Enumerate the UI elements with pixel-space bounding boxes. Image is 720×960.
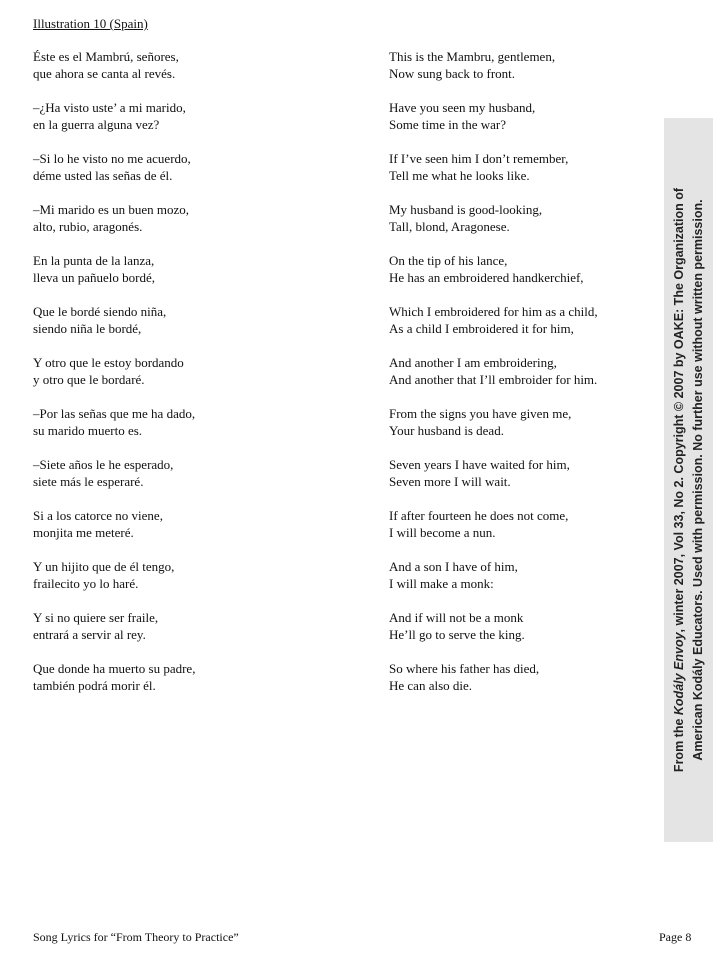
english-line: Tall, blond, Aragonese.	[389, 219, 510, 234]
english-stanza	[389, 201, 649, 235]
english-line: So where his father has died,	[389, 661, 540, 676]
spanish-line: Éste es el Mambrú, señores,	[33, 49, 179, 64]
english-line: On the tip of his lance,	[389, 253, 508, 268]
spanish-line: En la punta de la lanza,	[33, 253, 155, 268]
english-line: As a child I embroidered it for him,	[389, 321, 574, 336]
english-stanza	[389, 150, 649, 184]
english-stanza	[389, 48, 649, 82]
english-line: And another that I’ll embroider for him.	[389, 372, 598, 387]
english-stanza	[389, 354, 649, 388]
spanish-stanza	[33, 558, 353, 592]
spanish-line: Que le bordé siendo niña,	[33, 304, 167, 319]
spanish-line: lleva un pañuelo bordé,	[33, 270, 156, 285]
english-stanza	[389, 405, 649, 439]
spanish-line: –Por las señas que me ha dado,	[33, 406, 196, 421]
spanish-line: y otro que le bordaré.	[33, 372, 145, 387]
english-lyrics	[389, 48, 649, 711]
english-stanza	[389, 456, 649, 490]
english-line: Your husband is dead.	[389, 423, 504, 438]
english-line: My husband is good-looking,	[389, 202, 543, 217]
spanish-line: déme usted las señas de él.	[33, 168, 173, 183]
english-stanza	[389, 558, 649, 592]
english-stanza	[389, 303, 649, 337]
english-line: And a son I have of him,	[389, 559, 518, 574]
spanish-stanza	[33, 507, 353, 541]
english-line: I will make a monk:	[389, 576, 494, 591]
english-stanza	[389, 507, 649, 541]
english-stanza	[389, 660, 649, 694]
english-line: If after fourteen he does not come,	[389, 508, 569, 523]
spanish-line: –¿Ha visto uste’ a mi marido,	[33, 100, 186, 115]
english-line: Seven more I will wait.	[389, 474, 511, 489]
english-stanza	[389, 252, 649, 286]
spanish-line: Que donde ha muerto su padre,	[33, 661, 196, 676]
spanish-line: siendo niña le bordé,	[33, 321, 142, 336]
spanish-stanza	[33, 456, 353, 490]
spanish-line: su marido muerto es.	[33, 423, 143, 438]
spanish-line: –Si lo he visto no me acuerdo,	[33, 151, 191, 166]
english-line: From the signs you have given me,	[389, 406, 572, 421]
spanish-stanza	[33, 609, 353, 643]
spanish-line: Y si no quiere ser fraile,	[33, 610, 159, 625]
copyright-sidebar	[664, 118, 713, 842]
spanish-stanza	[33, 303, 353, 337]
page-number: Page 8	[659, 930, 692, 944]
spanish-line: Y un hijito que de él tengo,	[33, 559, 175, 574]
spanish-stanza	[33, 252, 353, 286]
english-line: He can also die.	[389, 678, 473, 693]
english-line: Seven years I have waited for him,	[389, 457, 570, 472]
english-line: Which I embroidered for him as a child,	[389, 304, 598, 319]
spanish-line: –Siete años le he esperado,	[33, 457, 174, 472]
english-line: And if will not be a monk	[389, 610, 524, 625]
english-line: If I’ve seen him I don’t remember,	[389, 151, 569, 166]
journal-name: Kodály Envoy	[671, 632, 686, 716]
english-line: Now sung back to front.	[389, 66, 516, 81]
copyright-line-1-rest: , winter 2007, Vol 33, No 2. Copyright © 2007 by OAKE: The Organization of	[671, 187, 686, 633]
spanish-stanza	[33, 405, 353, 439]
english-line: He has an embroidered handkerchief,	[389, 270, 584, 285]
page-title: Illustration 10 (Spain)	[33, 16, 148, 31]
spanish-line: Si a los catorce no viene,	[33, 508, 163, 523]
spanish-stanza	[33, 150, 353, 184]
copyright-prefix: From the	[671, 715, 686, 773]
spanish-line: alto, rubio, aragonés.	[33, 219, 143, 234]
spanish-line: en la guerra alguna vez?	[33, 117, 160, 132]
spanish-line: –Mi marido es un buen mozo,	[33, 202, 189, 217]
copyright-line-1	[670, 135, 689, 825]
footer-document-title: Song Lyrics for “From Theory to Practice”	[33, 930, 239, 944]
spanish-line: también podrá morir él.	[33, 678, 156, 693]
copyright-line-2: American Kodály Educators. Used with permission. No further use without written permission.	[690, 199, 705, 761]
english-line: He’ll go to serve the king.	[389, 627, 525, 642]
spanish-lyrics	[33, 48, 353, 711]
english-line: Have you seen my husband,	[389, 100, 536, 115]
english-line: Some time in the war?	[389, 117, 506, 132]
spanish-line: monjita me meteré.	[33, 525, 134, 540]
english-line: I will become a nun.	[389, 525, 496, 540]
spanish-stanza	[33, 354, 353, 388]
spanish-stanza	[33, 48, 353, 82]
spanish-line: siete más le esperaré.	[33, 474, 144, 489]
spanish-line: Y otro que le estoy bordando	[33, 355, 184, 370]
english-stanza	[389, 99, 649, 133]
english-line: And another I am embroidering,	[389, 355, 557, 370]
spanish-stanza	[33, 201, 353, 235]
spanish-line: frailecito yo lo haré.	[33, 576, 139, 591]
english-line: This is the Mambru, gentlemen,	[389, 49, 556, 64]
spanish-line: entrará a servir al rey.	[33, 627, 146, 642]
copyright-notice	[670, 135, 708, 825]
spanish-line: que ahora se canta al revés.	[33, 66, 176, 81]
english-stanza	[389, 609, 649, 643]
english-line: Tell me what he looks like.	[389, 168, 530, 183]
spanish-stanza	[33, 99, 353, 133]
spanish-stanza	[33, 660, 353, 694]
